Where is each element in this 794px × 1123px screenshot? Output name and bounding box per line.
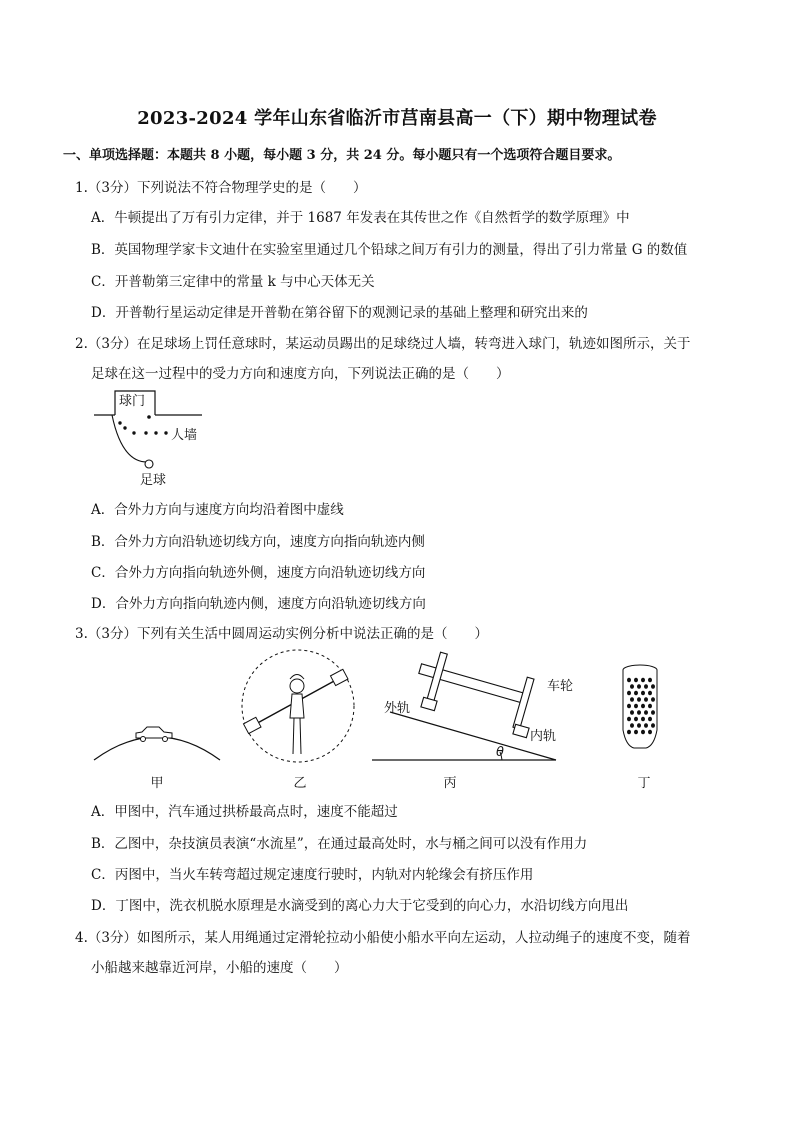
drum-hole <box>630 684 634 689</box>
drum-hole <box>651 710 655 715</box>
figure-label-yi: 乙 <box>293 776 307 791</box>
question-2-option-a: A．合外力方向与速度方向均沿着图中虚线 <box>91 502 344 518</box>
question-1-stem: 1.（3分）下列说法不符合物理学史的是（ ） <box>75 180 367 196</box>
drum-hole <box>634 704 638 709</box>
car-icon <box>136 727 172 742</box>
drum-hole <box>627 704 631 709</box>
drum-hole <box>637 697 641 702</box>
question-3-option-d: D．丁图中，洗衣机脱水原理是水滴受到的离心力大于它受到的向心力，水沿切线方向甩出 <box>91 898 629 914</box>
drum-hole <box>641 730 645 735</box>
question-3-option-b: B．乙图中，杂技演员表演“水流星”，在通过最高处时，水与桶之间可以没有作用力 <box>91 836 588 852</box>
drum-hole <box>634 691 638 696</box>
drum-hole <box>651 684 655 689</box>
question-2-option-c: C．合外力方向指向轨迹外侧，速度方向沿轨迹切线方向 <box>91 565 426 581</box>
drum-hole <box>644 697 648 702</box>
question-1-option-b: B．英国物理学家卡文迪什在实验室里通过几个铅球之间万有引力的测量，得出了引力常量 G 的数值 <box>91 242 688 258</box>
theta-label: θ <box>496 745 504 760</box>
drum-hole <box>648 730 652 735</box>
figure-label-bing: 丙 <box>443 776 457 791</box>
bucket-icon <box>330 669 348 685</box>
drum-hole <box>634 730 638 735</box>
drum-hole <box>648 691 652 696</box>
trajectory-dots <box>118 421 167 434</box>
drum-hole <box>627 730 631 735</box>
drum-hole <box>630 697 634 702</box>
section-heading: 一、单项选择题：本题共 8 小题，每小题 3 分，共 24 分。每小题只有一个选项符合题目要求。 <box>63 148 621 163</box>
drum-hole <box>634 678 638 683</box>
figure-label-jia: 甲 <box>150 776 164 791</box>
drum-hole <box>641 678 645 683</box>
ball-label: 足球 <box>140 473 167 488</box>
drum-hole <box>644 723 648 728</box>
drum-hole <box>637 684 641 689</box>
drum-hole <box>630 710 634 715</box>
drum-hole <box>627 678 631 683</box>
question-1-option-a: A．牛顿提出了万有引力定律，并于 1687 年发表在其传世之作《自然哲学的数学原理》中 <box>91 210 630 226</box>
wall-label: 人墙 <box>171 428 198 443</box>
free-kick-figure <box>90 388 210 488</box>
figure-label-ding: 丁 <box>637 776 651 791</box>
drum-hole <box>637 723 641 728</box>
figure-jia-arch-bridge <box>92 716 222 764</box>
figure-bing-banked-track <box>370 652 574 764</box>
drum-hole <box>641 717 645 722</box>
bucket-icon <box>243 717 261 733</box>
page-title: 2023-2024 学年山东省临沂市莒南县高一（下）期中物理试卷 <box>137 108 657 129</box>
performer-icon <box>290 675 304 755</box>
drum-hole <box>637 710 641 715</box>
drum-hole <box>641 704 645 709</box>
figure-ding-washer-drum <box>618 662 668 752</box>
drum-hole <box>648 678 652 683</box>
question-3-option-c: C．丙图中，当火车转弯超过规定速度行驶时，内轨对内轮缘会有挤压作用 <box>91 867 534 883</box>
drum-hole <box>644 710 648 715</box>
question-2-option-d: D．合外力方向指向轨迹内侧，速度方向沿轨迹切线方向 <box>91 596 426 612</box>
question-1-option-c: C．开普勒第三定律中的常量 k 与中心天体无关 <box>91 274 375 290</box>
drum-hole <box>627 717 631 722</box>
drum-hole <box>641 691 645 696</box>
question-1-option-d: D．开普勒行星运动定律是开普勒在第谷留下的观测记录的基础上整理和研究出来的 <box>91 305 588 321</box>
question-2-stem: 2.（3分）在足球场上罚任意球时，某运动员踢出的足球绕过人墙，转弯进入球门，轨迹如图所示，关于 <box>75 336 691 352</box>
drum-hole <box>630 723 634 728</box>
wheel-label: 车轮 <box>547 679 574 694</box>
drum-hole <box>648 717 652 722</box>
question-2-option-b: B．合外力方向沿轨迹切线方向，速度方向指向轨迹内侧 <box>91 534 425 550</box>
question-4-stem-continued: 小船越来越靠近河岸，小船的速度（ ） <box>91 960 348 976</box>
drum-hole <box>651 723 655 728</box>
question-2-stem-continued: 足球在这一过程中的受力方向和速度方向，下列说法正确的是（ ） <box>91 366 510 382</box>
drum-hole <box>634 717 638 722</box>
drum-hole <box>644 684 648 689</box>
drum-hole <box>627 691 631 696</box>
question-4-stem: 4.（3分）如图所示，某人用绳通过定滑轮拉动小船使小船水平向左运动，人拉动绳子的速度不变，随着 <box>75 930 691 946</box>
inner-rail-label: 内轨 <box>530 729 557 744</box>
figure-yi-water-meteor <box>240 648 360 768</box>
goal-label: 球门 <box>119 394 146 409</box>
ball-icon <box>145 460 153 468</box>
question-3-stem: 3.（3分）下列有关生活中圆周运动实例分析中说法正确的是（ ） <box>75 626 488 642</box>
outer-rail-label: 外轨 <box>384 701 411 716</box>
question-3-option-a: A．甲图中，汽车通过拱桥最高点时，速度不能超过 <box>91 804 398 820</box>
drum-hole <box>651 697 655 702</box>
drum-hole <box>648 704 652 709</box>
